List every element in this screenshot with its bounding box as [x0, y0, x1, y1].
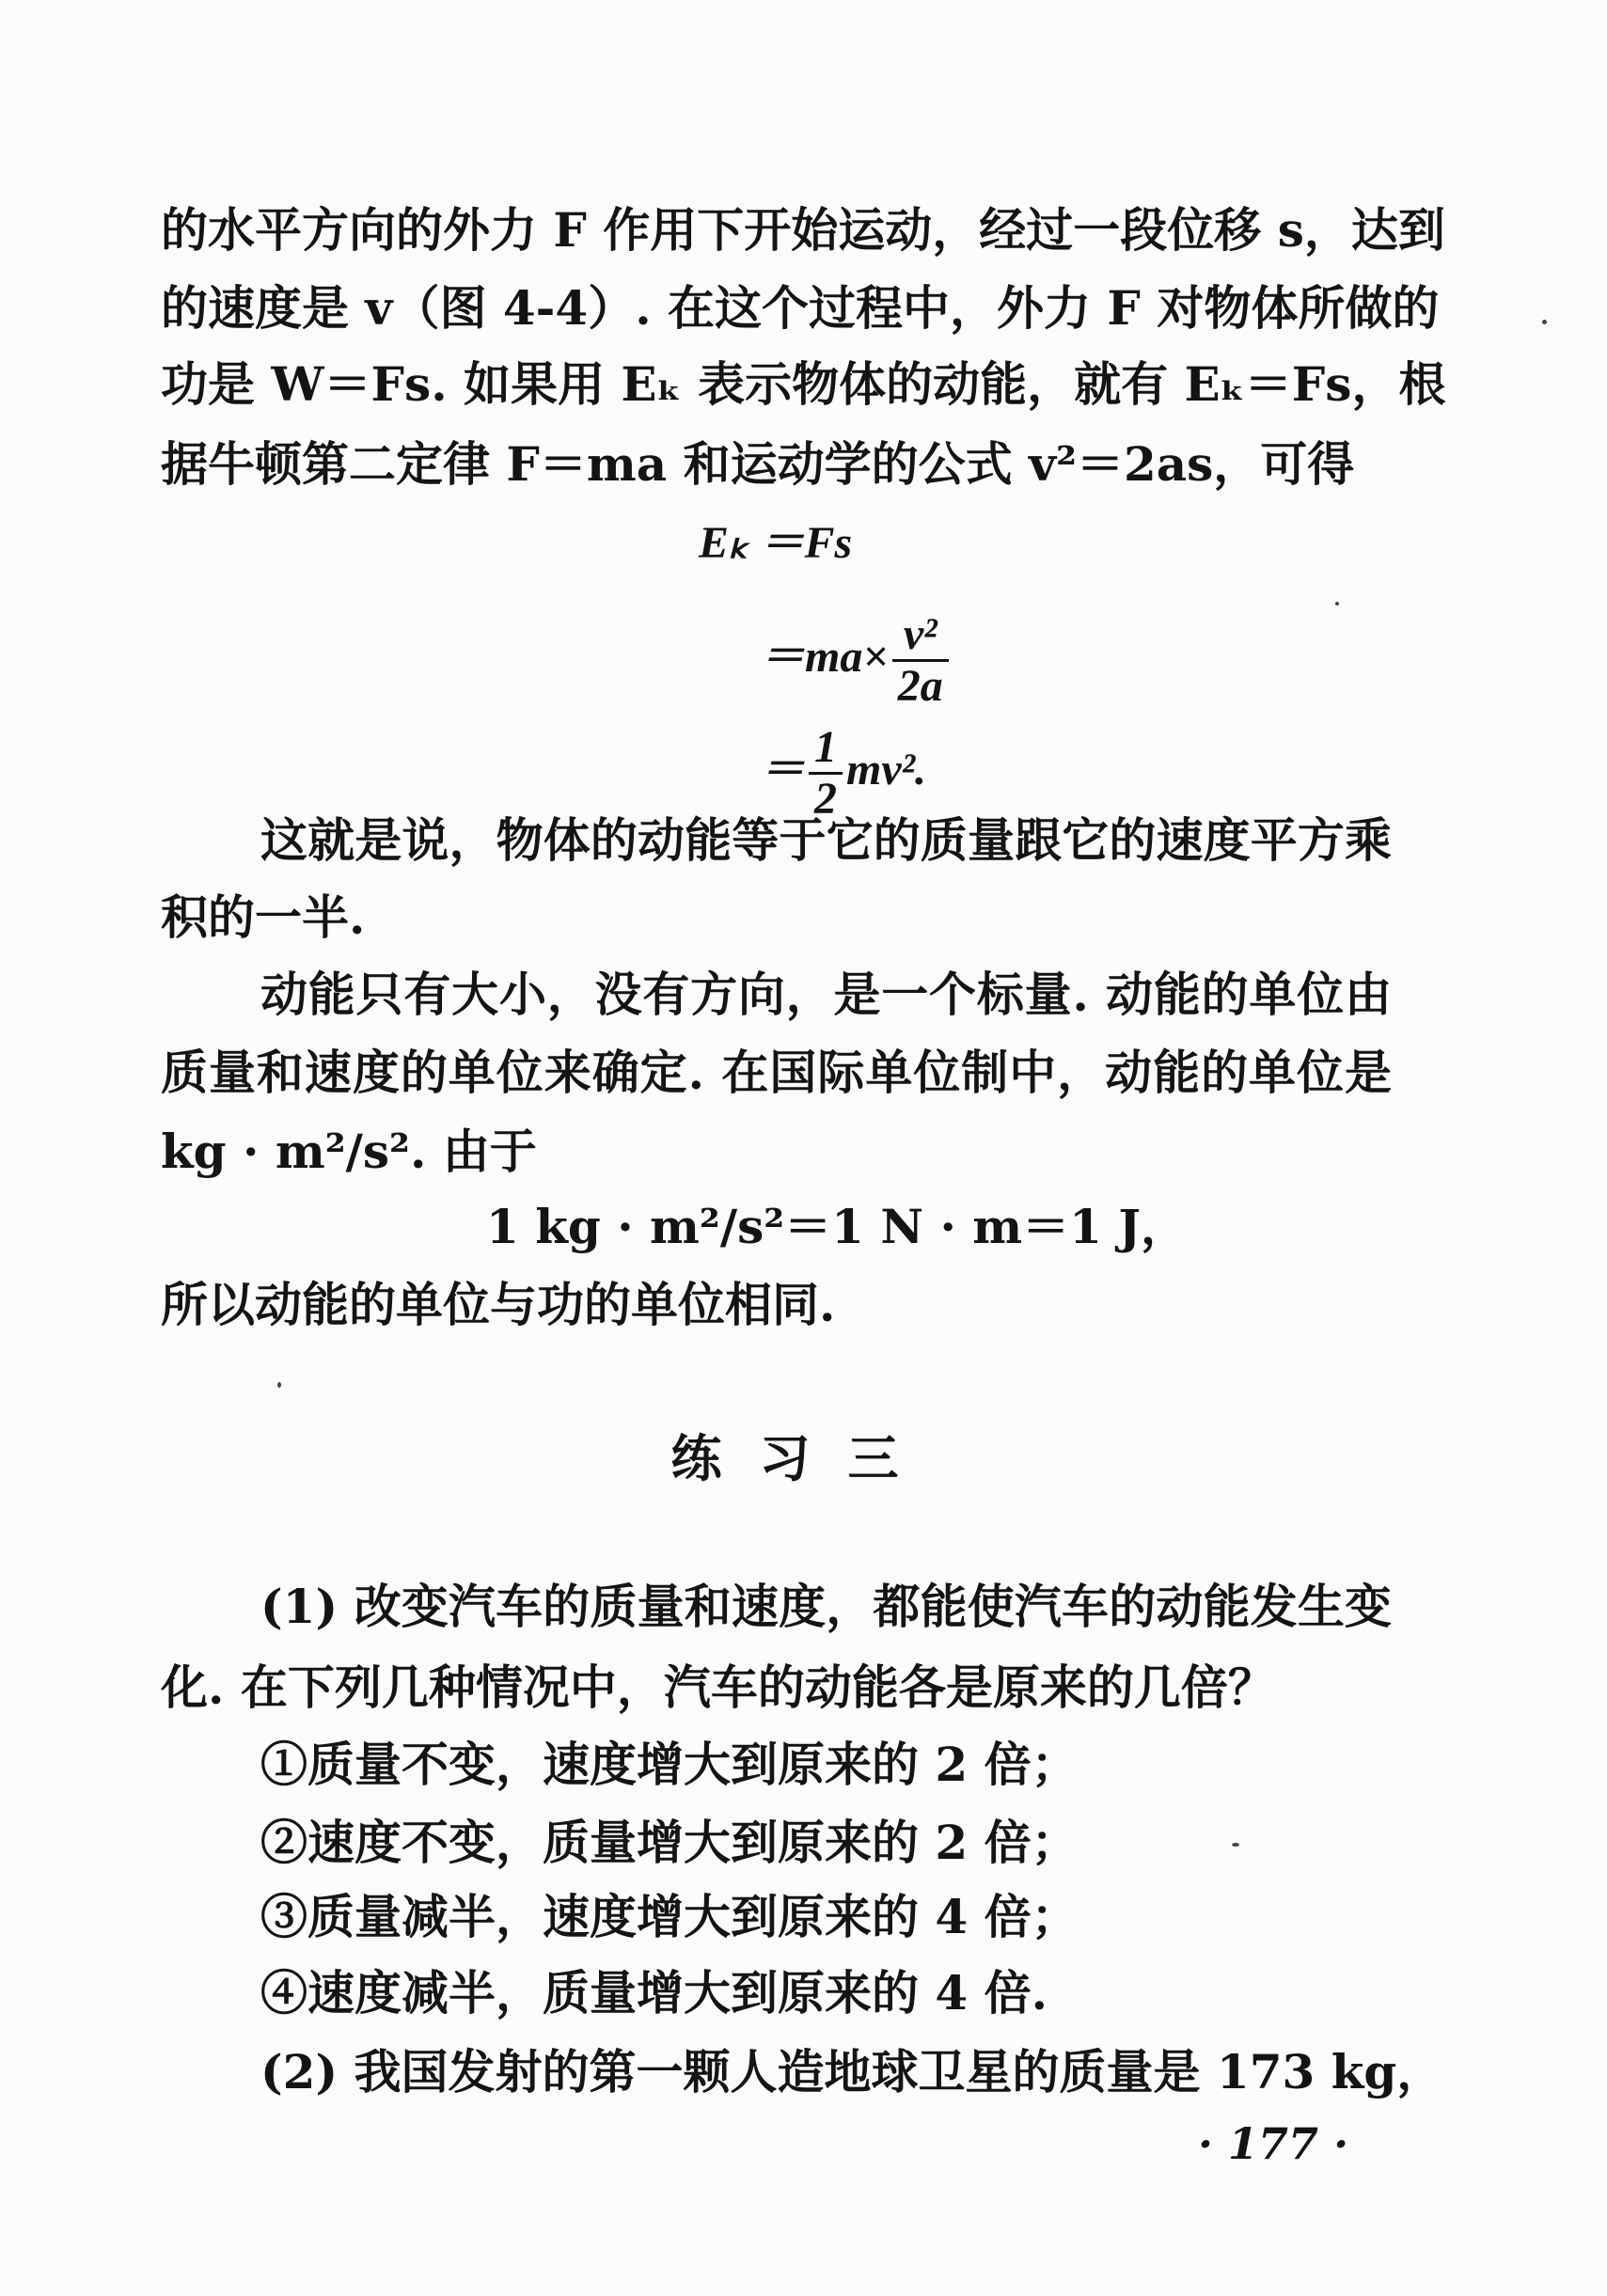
paragraph-line: 据牛顿第二定律 F＝ma 和运动学的公式 v²＝2as，可得	[161, 436, 1355, 492]
equation-line-1: Eₖ ＝Fs	[699, 518, 853, 568]
numerator: v²	[892, 610, 949, 662]
paragraph-line: 的速度是 v（图 4-4）. 在这个过程中，外力 F 对物体所做的	[161, 280, 1440, 336]
equation-line-2	[760, 601, 953, 714]
emphasis-line: 这就是说，物体的动能等于它的质量跟它的速度平方乘	[260, 812, 1392, 868]
equation-suffix: mv².	[846, 745, 927, 794]
paragraph-line: 的水平方向的外力 F 作用下开始运动，经过一段位移 s，达到	[161, 202, 1445, 258]
fraction	[892, 610, 949, 711]
emphasis-line: 积的一半.	[161, 889, 366, 945]
paragraph-line: 所以动能的单位与功的单位相同.	[161, 1277, 836, 1332]
paragraph-line: kg · m²/s². 由于	[161, 1124, 537, 1179]
question-2: (2) 我国发射的第一颗人造地球卫星的质量是 173 kg，	[260, 2044, 1444, 2099]
denominator: 2a	[897, 661, 943, 712]
speck	[1335, 602, 1339, 605]
paragraph-line: 质量和速度的单位来确定. 在国际单位制中，动能的单位是	[161, 1045, 1392, 1100]
question-1-item: ③质量减半，速度增大到原来的 4 倍；	[260, 1889, 1079, 1944]
speck	[277, 1382, 281, 1388]
question-1-item: ②速度不变，质量增大到原来的 2 倍；	[260, 1815, 1079, 1870]
unit-equation: 1 kg · m²/s²＝1 N · m＝1 J，	[486, 1199, 1189, 1254]
paragraph-line: 功是 W＝Fs. 如果用 Eₖ 表示物体的动能，就有 Eₖ＝Fs，根	[161, 356, 1446, 412]
speck	[1542, 320, 1547, 324]
numerator: 1	[809, 723, 843, 775]
equation-prefix: ＝ma×	[760, 632, 889, 682]
question-1-item: ④速度减半，质量增大到原来的 4 倍.	[260, 1965, 1048, 2021]
question-1-cont: 化. 在下列几种情况中，汽车的动能各是原来的几倍？	[161, 1659, 1275, 1715]
exercise-title: 练习三	[670, 1428, 937, 1488]
speck	[1232, 1843, 1239, 1847]
denominator: 2	[814, 774, 838, 825]
equation-prefix: ＝	[760, 745, 806, 794]
question-1-item: ①质量不变，速度增大到原来的 2 倍；	[260, 1737, 1079, 1792]
paragraph-line: 动能只有大小，没有方向，是一个标量. 动能的单位由	[260, 967, 1392, 1022]
question-1: (1) 改变汽车的质量和速度，都能使汽车的动能发生变	[260, 1579, 1392, 1634]
page-number: · 177 ·	[1198, 2118, 1349, 2169]
